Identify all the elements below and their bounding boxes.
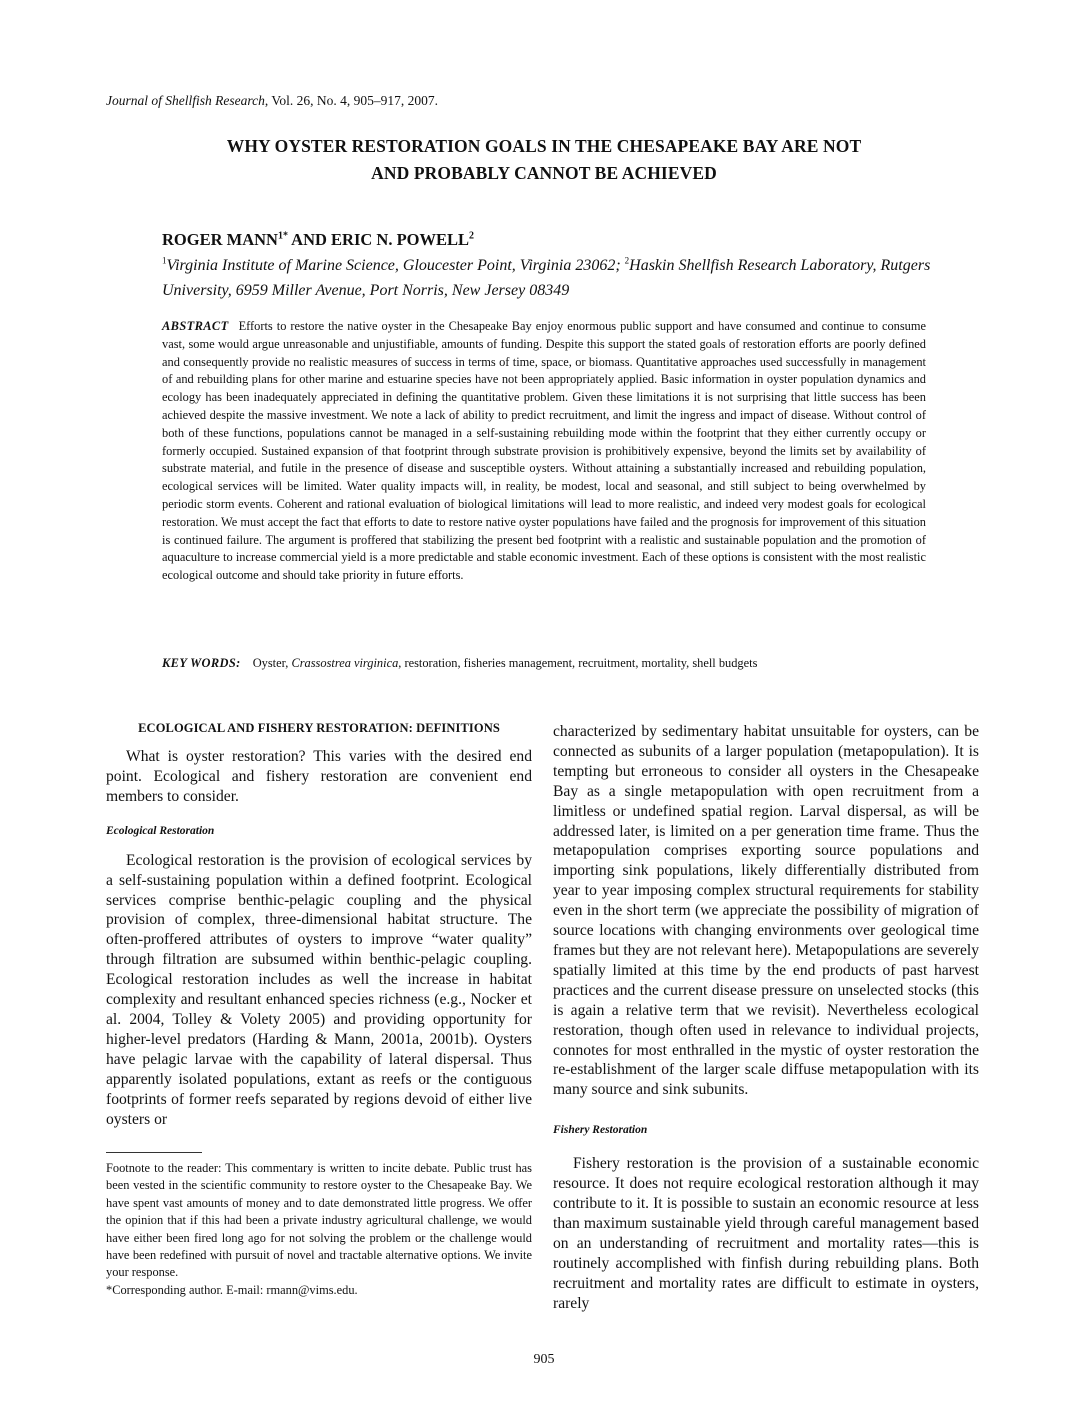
title-line-1: WHY OYSTER RESTORATION GOALS IN THE CHESAPEAKE BAY ARE NOT — [226, 136, 862, 156]
author-1-marks: 1* — [277, 230, 288, 242]
author-2-marks: 2 — [469, 230, 475, 242]
abstract-text: Efforts to restore the native oyster in the Chesapeake Bay enjoy enormous public support and have consumed and continue to consume vast, some would argue unreasonable and unjustifiable, amounts of funding. Despite this support the stated goals of restoration efforts are poorly defined and consequently provide no realistic measures of success in terms of time, space, or biomass. Quantitative approaches used successfully in management of and rebuilding plans for other marine and estuarine species have not been appropriately applied. Basic information in oyster population dynamics and ecology has been inadequately appreciated in defining the quantitative problem. Given these limitations it is not surprising that little success has been achieved despite the massive investment. We note a lack of ability to predict recruitment, and limit the ingress and impact of disease. Without control of both of these functions, populations cannot be managed in a self-sustaining rebuilding mode within the footprint that they either currently occupy or formerly occupied. Sustained expansion of that footprint through substrate provision is prohibitively expensive, beyond the limits set by availability of substrate material, and futile in the presence of disease and susceptible oysters. Without attaining a substantially increased and rebuilding population, ecological services will be limited. Water quality impacts will, in reality, be modest, local and seasonal, and still subject to being overwhelmed by periodic storm events. Coherent and rational evaluation of biological limitations will lead to more realistic, and indeed very modest goals for ecological restoration. We must accept the fact that efforts to date to restore native oyster populations have failed and the prognosis for improvement of this situation is continued failure. The argument is proffered that stabilizing the present bed footprint with a realistic and sustainable population and the promotion of aquaculture to increase commercial yield is a more predictable and stable economic investment. Each of these options is consistent with the most realistic ecological outcome and should take priority in future efforts. — [162, 319, 926, 583]
keywords-part-1: Oyster, — [252, 656, 292, 670]
subhead-fishery-restoration: Fishery Restoration — [553, 1124, 648, 1137]
column-left — [106, 747, 532, 1129]
author-line — [162, 230, 474, 250]
intro-paragraph: What is oyster restoration? This varies with the desired end point. Ecological and fishery restoration are convenient end members to consider. — [106, 748, 532, 805]
journal-citation — [106, 93, 438, 109]
affiliations — [162, 253, 932, 303]
keywords-label: KEY WORDS: — [162, 656, 241, 670]
abstract-label: ABSTRACT — [162, 319, 229, 333]
keywords-part-2: , restoration, fisheries management, recruitment, mortality, shell budgets — [398, 656, 758, 670]
section-heading: ECOLOGICAL AND FISHERY RESTORATION: DEFINITIONS — [138, 721, 500, 735]
footnotes — [106, 1160, 532, 1299]
affiliation-2-mark: 2 — [624, 255, 630, 266]
author-1: ROGER MANN — [162, 230, 278, 249]
corresponding-author-footnote: *Corresponding author. E-mail: rmann@vims.edu. — [106, 1282, 358, 1297]
author-join: AND — [287, 230, 332, 249]
fishery-paragraph: Fishery restoration is the provision of a sustainable economic resource. It does not require ecological restoration although it may contribute to it. It is possible to sustain an economic resource at less than maximum sustainable yield through careful management based on an understanding of recruitment and mortality rates—this is routinely accomplished with finfish during rebuilding plans. Both recruitment and mortality rates are difficult to estimate in oysters, rarely — [553, 1155, 979, 1312]
footnote-divider — [106, 1152, 202, 1153]
page-number: 905 — [533, 1352, 555, 1367]
abstract — [162, 318, 926, 585]
article-title — [140, 133, 948, 187]
affiliation-1: Virginia Institute of Marine Science, Gloucester Point, Virginia 23062; — [166, 257, 625, 274]
journal-volume-info: , Vol. 26, No. 4, 905–917, 2007. — [264, 93, 438, 108]
ecological-paragraph-continued: characterized by sedimentary habitat unsuitable for oysters, can be connected as subunits of a larger population (metapopulation). It is tempting but erroneous to consider all oysters in the Chesapeake Bay as a single metapopulation with open recruitment from a limitless or undefined spatial region. Larval dispersal, as will be addressed later, is limited on a per generation time frame. Thus the metapopulation comprises exporting source populations and importing sink populations, likely differentially distributed from year to year imposing complex structural requirements for stability even in the short term (we appreciate the possibility of migration of source locations with changing environments over geological time frames but they are not relevant here). Metapopulations are severely spatially limited at this time by the end products of past harvest practices and the current disease pressure on unselected stocks (this is again a relative term that we revisit). Nevertheless ecological restoration, though often used in relevance to individual projects, connotes for most enthralled in the mystic of oyster restoration the re-establishment of the larger scale diffuse metapopulation with its many source and sink subunits. — [553, 723, 979, 1099]
affiliation-2: Haskin Shellfish Research Laboratory, Rutgers University, 6959 Miller Avenue, Port Norris, New Jersey 08349 — [162, 257, 931, 299]
ecological-paragraph: Ecological restoration is the provision of ecological services by a self-sustaining population within a defined footprint. Ecological services comprise benthic-pelagic coupling and the physical provision of complex, three-dimensional habitat structure. The often-proffered attributes of oysters to improve “water quality” through filtration are subsumed within benthic-pelagic coupling. Ecological restoration includes as well the increase in habitat complexity and resultant enhanced species richness (e.g., Nocker et al. 2004, Tolley & Volety 2005) and providing opportunity for higher-level predators (Harding & Mann, 2001a, 2001b). Oysters have pelagic larvae with the capability of lateral dispersal. Thus apparently isolated populations, extant as reefs or the contiguous footprints of former reefs separated by regions devoid of either live oysters or — [106, 851, 532, 1128]
reader-footnote: Footnote to the reader: This commentary is written to incite debate. Public trust has been vested in the scientific community to restore oyster to the Chesapeake Bay. We have spent vast amounts of money and to date demonstrated little progress. We offer the opinion that if this had been a private industry agricultural challenge, we would have either been fired long ago for not solving the problem or the challenge would have been redefined with pursuit of novel and tractable alternative options. We invite your response. — [106, 1161, 532, 1280]
journal-name: Journal of Shellfish Research — [106, 93, 265, 108]
affiliation-1-mark: 1 — [162, 255, 167, 266]
keywords-species: Crassostrea virginica — [291, 656, 399, 670]
author-2: ERIC N. POWELL — [331, 230, 470, 249]
title-line-2: AND PROBABLY CANNOT BE ACHIEVED — [371, 163, 717, 183]
subhead-ecological-restoration: Ecological Restoration — [106, 824, 215, 837]
column-right — [553, 722, 979, 1313]
keywords — [162, 656, 926, 671]
